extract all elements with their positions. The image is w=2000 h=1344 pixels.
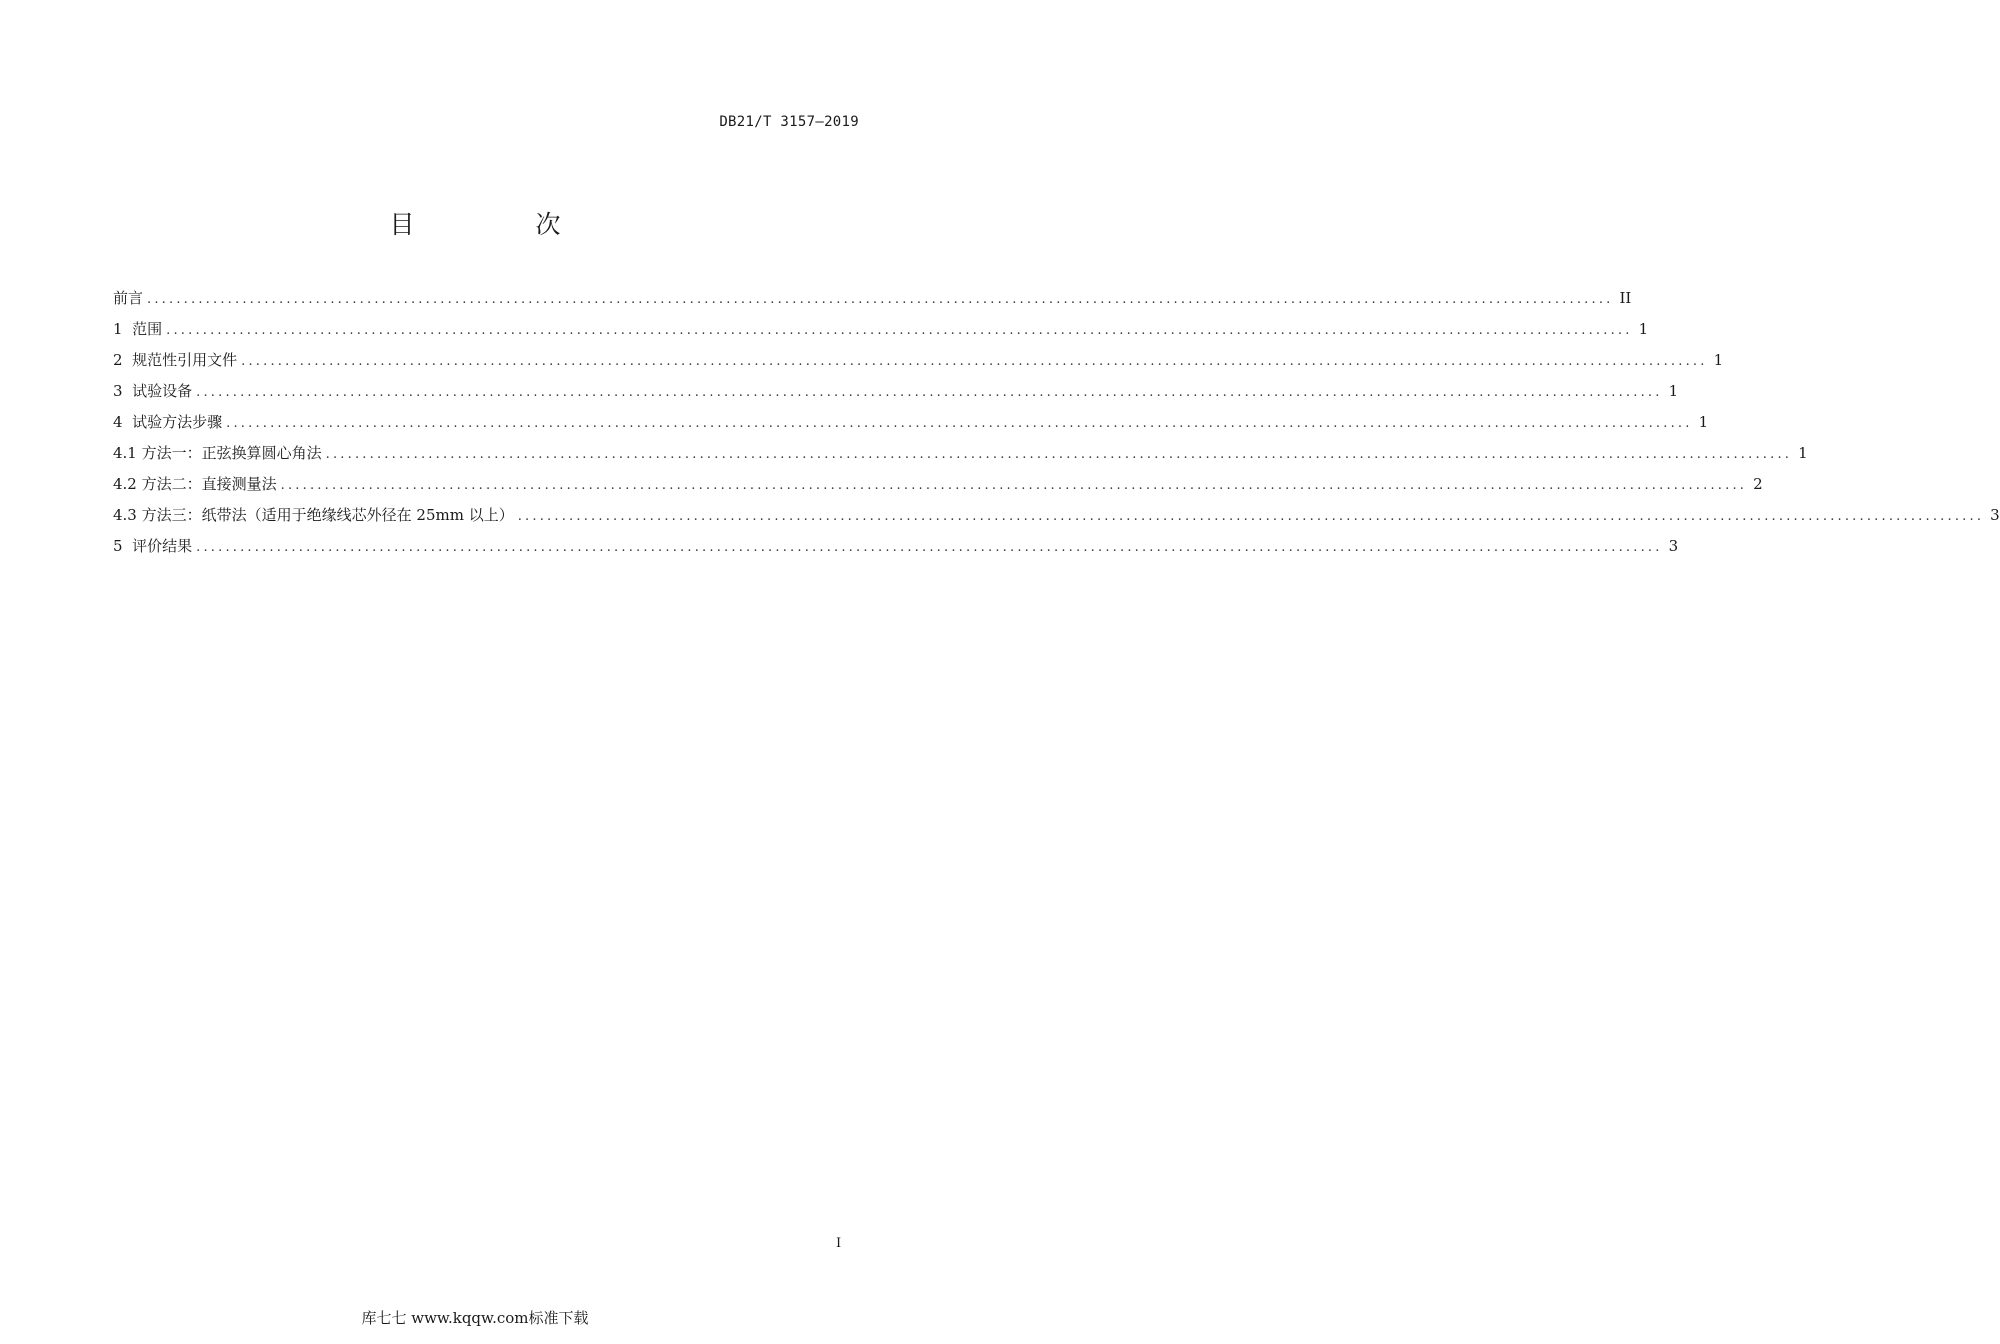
toc-entry-page: II (1619, 289, 1632, 307)
toc-entry-number: 3 (113, 382, 133, 400)
toc-entry[interactable] (113, 317, 1649, 348)
toc-entry-page: 1 (1798, 444, 1808, 462)
toc-entry-page: 3 (1990, 506, 2000, 524)
toc-entry[interactable] (113, 534, 1679, 565)
toc-entry-page: 1 (1713, 351, 1724, 369)
toc-leader-dots: ........................................................................................................................................................................................................ (280, 478, 1748, 493)
toc-entry-label: 方法二：直接测量法 (141, 475, 277, 493)
toc-entry-number: 4 (113, 413, 133, 431)
toc-entry-label: 前言 (113, 289, 144, 307)
page-number: I (836, 1236, 842, 1251)
toc-entry[interactable] (113, 348, 1724, 379)
toc-entry-page: 1 (1698, 413, 1709, 431)
toc-entry-label: 评价结果 (132, 537, 193, 555)
toc-entry-label: 方法一：正弦换算圆心角法 (141, 444, 322, 462)
toc-entry-label: 试验方法步骤 (132, 413, 223, 431)
toc-entry-label: 规范性引用文件 (132, 351, 238, 369)
toc-entry-page: 1 (1668, 382, 1679, 400)
toc-entry[interactable] (113, 286, 1632, 317)
page-title: 目 次 (389, 210, 609, 239)
toc-entry-number: 4.1 (113, 444, 142, 462)
toc-entry-number: 1 (113, 320, 133, 338)
toc-entry-label: 范围 (132, 320, 163, 338)
toc-leader-dots: ........................................................................................................................................................................................................ (166, 323, 1633, 338)
toc-leader-dots: ........................................................................................................................................................................................................ (226, 416, 1693, 431)
toc-leader-dots: ........................................................................................................................................................................................................ (517, 509, 1985, 524)
toc-leader-dots: ........................................................................................................................................................................................................ (241, 354, 1708, 369)
toc-leader-dots: ........................................................................................................................................................................................................ (196, 385, 1663, 400)
toc-entry-number: 5 (113, 537, 133, 555)
toc-entry[interactable] (113, 410, 1709, 441)
toc-entry-label: 试验设备 (132, 382, 193, 400)
document-code: DB21/T 3157—2019 (719, 114, 859, 130)
toc-entry[interactable] (113, 441, 1808, 472)
toc-leader-dots: ........................................................................................................................................................................................................ (325, 447, 1793, 462)
toc-entry[interactable] (113, 379, 1679, 410)
toc-entry-page: 3 (1668, 537, 1679, 555)
toc-entry-number: 4.2 (113, 475, 142, 493)
toc-entry-number: 2 (113, 351, 133, 369)
table-of-contents (113, 286, 2000, 565)
toc-entry-label: 方法三：纸带法（适用于绝缘线芯外径在 25mm 以上） (141, 506, 514, 524)
toc-entry[interactable] (113, 472, 1763, 503)
toc-leader-dots: ........................................................................................................................................................................................................ (196, 540, 1663, 555)
footer-watermark: 库七七 www.kqqw.com标准下载 (361, 1309, 589, 1327)
toc-entry-page: 1 (1638, 320, 1649, 338)
toc-entry[interactable] (113, 503, 2000, 534)
toc-leader-dots: ........................................................................................................................................................................................................ (147, 292, 1614, 307)
toc-entry-number: 4.3 (113, 506, 142, 524)
toc-entry-page: 2 (1753, 475, 1763, 493)
